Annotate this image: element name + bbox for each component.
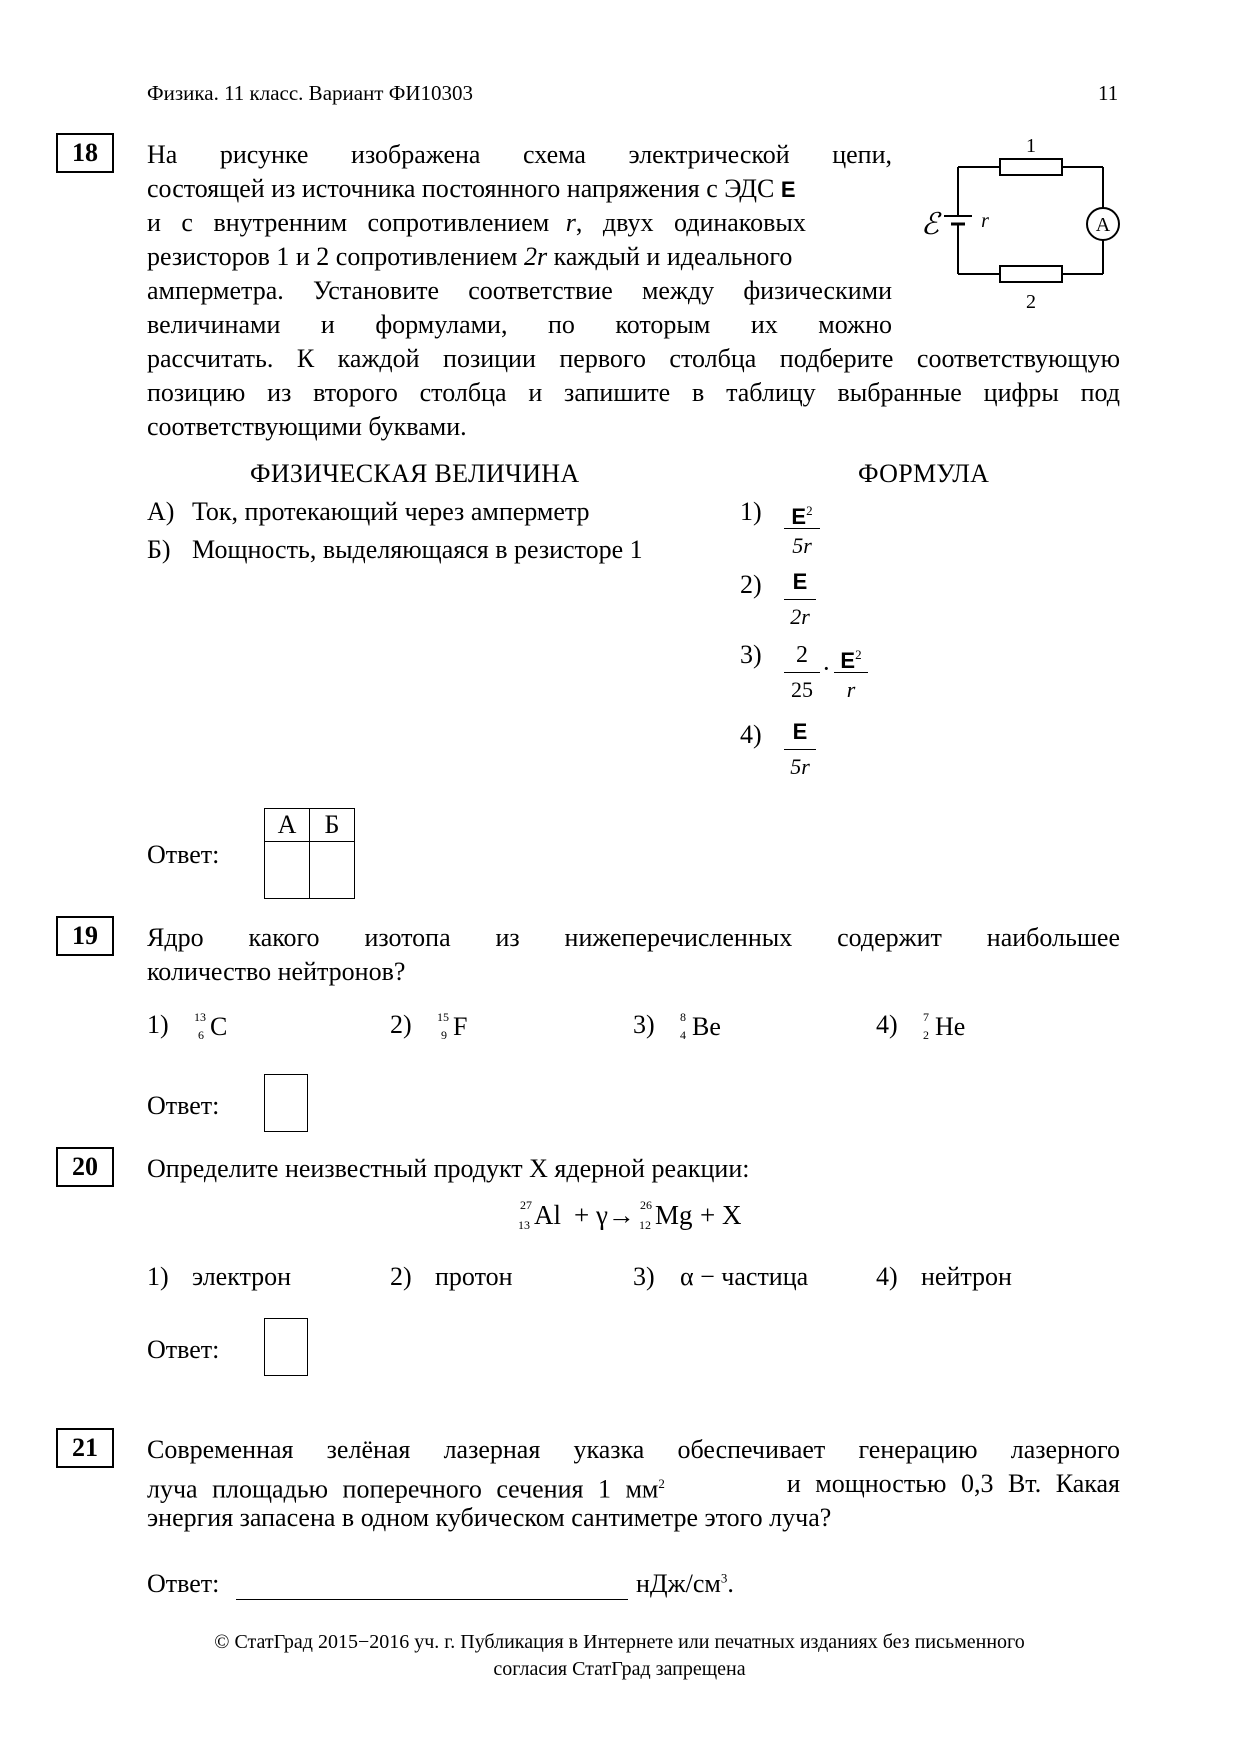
formula-3-coef-den: 25 [791, 677, 813, 702]
answer-cell-b[interactable] [310, 842, 355, 899]
q20-opt-4-num: 4) [876, 1262, 898, 1291]
formula-2-denominator: 2r [790, 604, 810, 629]
q18-line-3-tail: , двух одинаковых [575, 208, 806, 237]
q20-opt-2-text: протон [435, 1262, 513, 1291]
r-symbol: r [565, 208, 576, 237]
q18-line-8: позицию из второго столбца и запишите в таблицу выбранные цифры под [147, 378, 1120, 407]
formula-1-numerator: E [791, 504, 807, 529]
q21-mm-power: 2 [658, 1476, 665, 1491]
q19-line-1: Ядро какого изотопа из нижеперечисленных содержит наибольшее [147, 923, 1120, 952]
formula-3 [834, 640, 868, 705]
formula-3-power: 2 [855, 647, 862, 662]
q19-opt-3-num: 3) [633, 1010, 655, 1039]
formula-3-num: 3) [740, 640, 762, 669]
q19-opt-2-isotope: 15 9 F [437, 1010, 468, 1042]
circuit-label-1: 1 [1026, 135, 1036, 157]
q19-opt-1-isotope: 13 6 C [194, 1010, 228, 1042]
col-heading-formula: ФОРМУЛА [858, 459, 990, 488]
formula-3-denominator: r [846, 677, 856, 702]
formula-3-numerator: E [840, 648, 856, 673]
q18-line-4 [147, 240, 892, 274]
q18-line-3-text: и с внутренним сопротивлением [147, 208, 550, 237]
formula-2-numerator: E [792, 569, 808, 594]
q18-line-1: На рисунке изображена схема электрической цепи, [147, 140, 892, 169]
page-number: 11 [1098, 81, 1119, 105]
q18-line-6: величинами и формулами, по которым их можно [147, 310, 892, 339]
footer-line-1: © СтатГрад 2015−2016 уч. г. Публикация в Интернете или печатных изданиях без письменного [214, 1631, 1025, 1653]
q20-answer-label: Ответ: [147, 1335, 220, 1364]
q21-answer-field[interactable] [236, 1597, 628, 1600]
circuit-diagram [910, 130, 1140, 320]
question-number-21: 21 [56, 1428, 114, 1468]
source-label: ℰ [920, 208, 940, 241]
emf-symbol: E [780, 177, 796, 202]
q20-answer-box[interactable] [264, 1318, 308, 1376]
formula-1-num: 1) [740, 497, 762, 526]
answer-col-b: Б [310, 809, 355, 842]
formula-1-power: 2 [806, 503, 813, 518]
formula-1 [784, 496, 820, 561]
q18-line-3 [147, 206, 892, 240]
q19-opt-4-num: 4) [876, 1010, 898, 1039]
formula-4-numerator: E [792, 719, 808, 744]
formula-4-denominator: 5r [790, 754, 810, 779]
ammeter-label: A [1095, 214, 1111, 236]
question-number-19: 19 [56, 916, 114, 956]
q20-opt-4-text: нейтрон [921, 1262, 1012, 1291]
q19-opt-3-isotope: 8 4 Be [680, 1010, 721, 1042]
q18-line-2 [147, 172, 892, 207]
formula-1-denominator: 5r [792, 533, 812, 558]
q21-answer-label: Ответ: [147, 1569, 220, 1598]
q20-opt-2-num: 2) [390, 1262, 412, 1291]
answer-cell-a[interactable] [265, 842, 310, 899]
formula-2 [784, 567, 816, 632]
q18-answer-table [264, 808, 355, 899]
q20-text: Определите неизвестный продукт X ядерной реакции: [147, 1154, 750, 1183]
q19-answer-label: Ответ: [147, 1091, 220, 1120]
q18-line-4-tail: каждый и идеального [553, 242, 793, 271]
q18-line-9: соответствующими буквами. [147, 412, 467, 441]
formula-4 [784, 717, 816, 782]
q20-opt-3-num: 3) [633, 1262, 655, 1291]
q21-line-2-text: луча площадью поперечного сечения 1 мм [147, 1474, 659, 1504]
q18-line-4-text: резисторов 1 и 2 сопротивлением [147, 242, 518, 271]
two-r: 2r [523, 242, 548, 271]
quantity-b-letter: Б) [147, 535, 171, 564]
formula-3-dot: · [822, 654, 831, 683]
formula-2-num: 2) [740, 570, 762, 599]
q18-answer-label: Ответ: [147, 840, 220, 869]
formula-4-num: 4) [740, 720, 762, 749]
question-number-18: 18 [56, 133, 114, 173]
quantity-b-text: Мощность, выделяющаяся в резисторе 1 [192, 535, 643, 564]
q21-line-3: энергия запасена в одном кубическом сантиметре этого луча? [147, 1503, 832, 1532]
quantity-a-text: Ток, протекающий через амперметр [192, 497, 590, 526]
q20-opt-1-num: 1) [147, 1262, 169, 1291]
question-number-20: 20 [56, 1147, 114, 1187]
q19-opt-1-num: 1) [147, 1010, 169, 1039]
quantity-a-letter: А) [147, 497, 175, 526]
q19-line-2: количество нейтронов? [147, 957, 406, 986]
circuit-label-2: 2 [1026, 291, 1036, 313]
q21-line-1: Современная зелёная лазерная указка обеспечивает генерацию лазерного [147, 1435, 1120, 1464]
q19-answer-box[interactable] [264, 1074, 308, 1132]
q18-line-7: рассчитать. К каждой позиции первого столбца подберите соответствующую [147, 344, 1120, 373]
q21-line-2-tail: и мощностью 0,3 Вт. Какая [786, 1469, 1120, 1498]
q20-opt-1-text: электрон [192, 1262, 292, 1291]
answer-col-a: А [265, 809, 310, 842]
q18-line-5: амперметра. Установите соответствие между физическими [147, 276, 892, 305]
q21-unit: нДж/$см^3$. [636, 1569, 734, 1598]
q18-line-2-text: состоящей из источника постоянного напряжения с ЭДС [147, 174, 775, 203]
footer-line-2: согласия СтатГрад запрещена [493, 1658, 746, 1680]
internal-r-label: r [981, 210, 989, 232]
nuclear-reaction: 27 13 Al + γ→ 26 12 Mg + X [518, 1198, 742, 1232]
formula-3-coef [784, 640, 820, 705]
formula-3-coef-num: 2 [796, 642, 808, 668]
header-title: Физика. 11 класс. Вариант ФИ10303 [147, 81, 473, 105]
q19-opt-4-isotope: 7 2 He [923, 1010, 966, 1042]
q19-opt-2-num: 2) [390, 1010, 412, 1039]
q20-opt-3-text: α − частица [680, 1262, 809, 1291]
col-heading-quantity: ФИЗИЧЕСКАЯ ВЕЛИЧИНА [250, 459, 580, 488]
